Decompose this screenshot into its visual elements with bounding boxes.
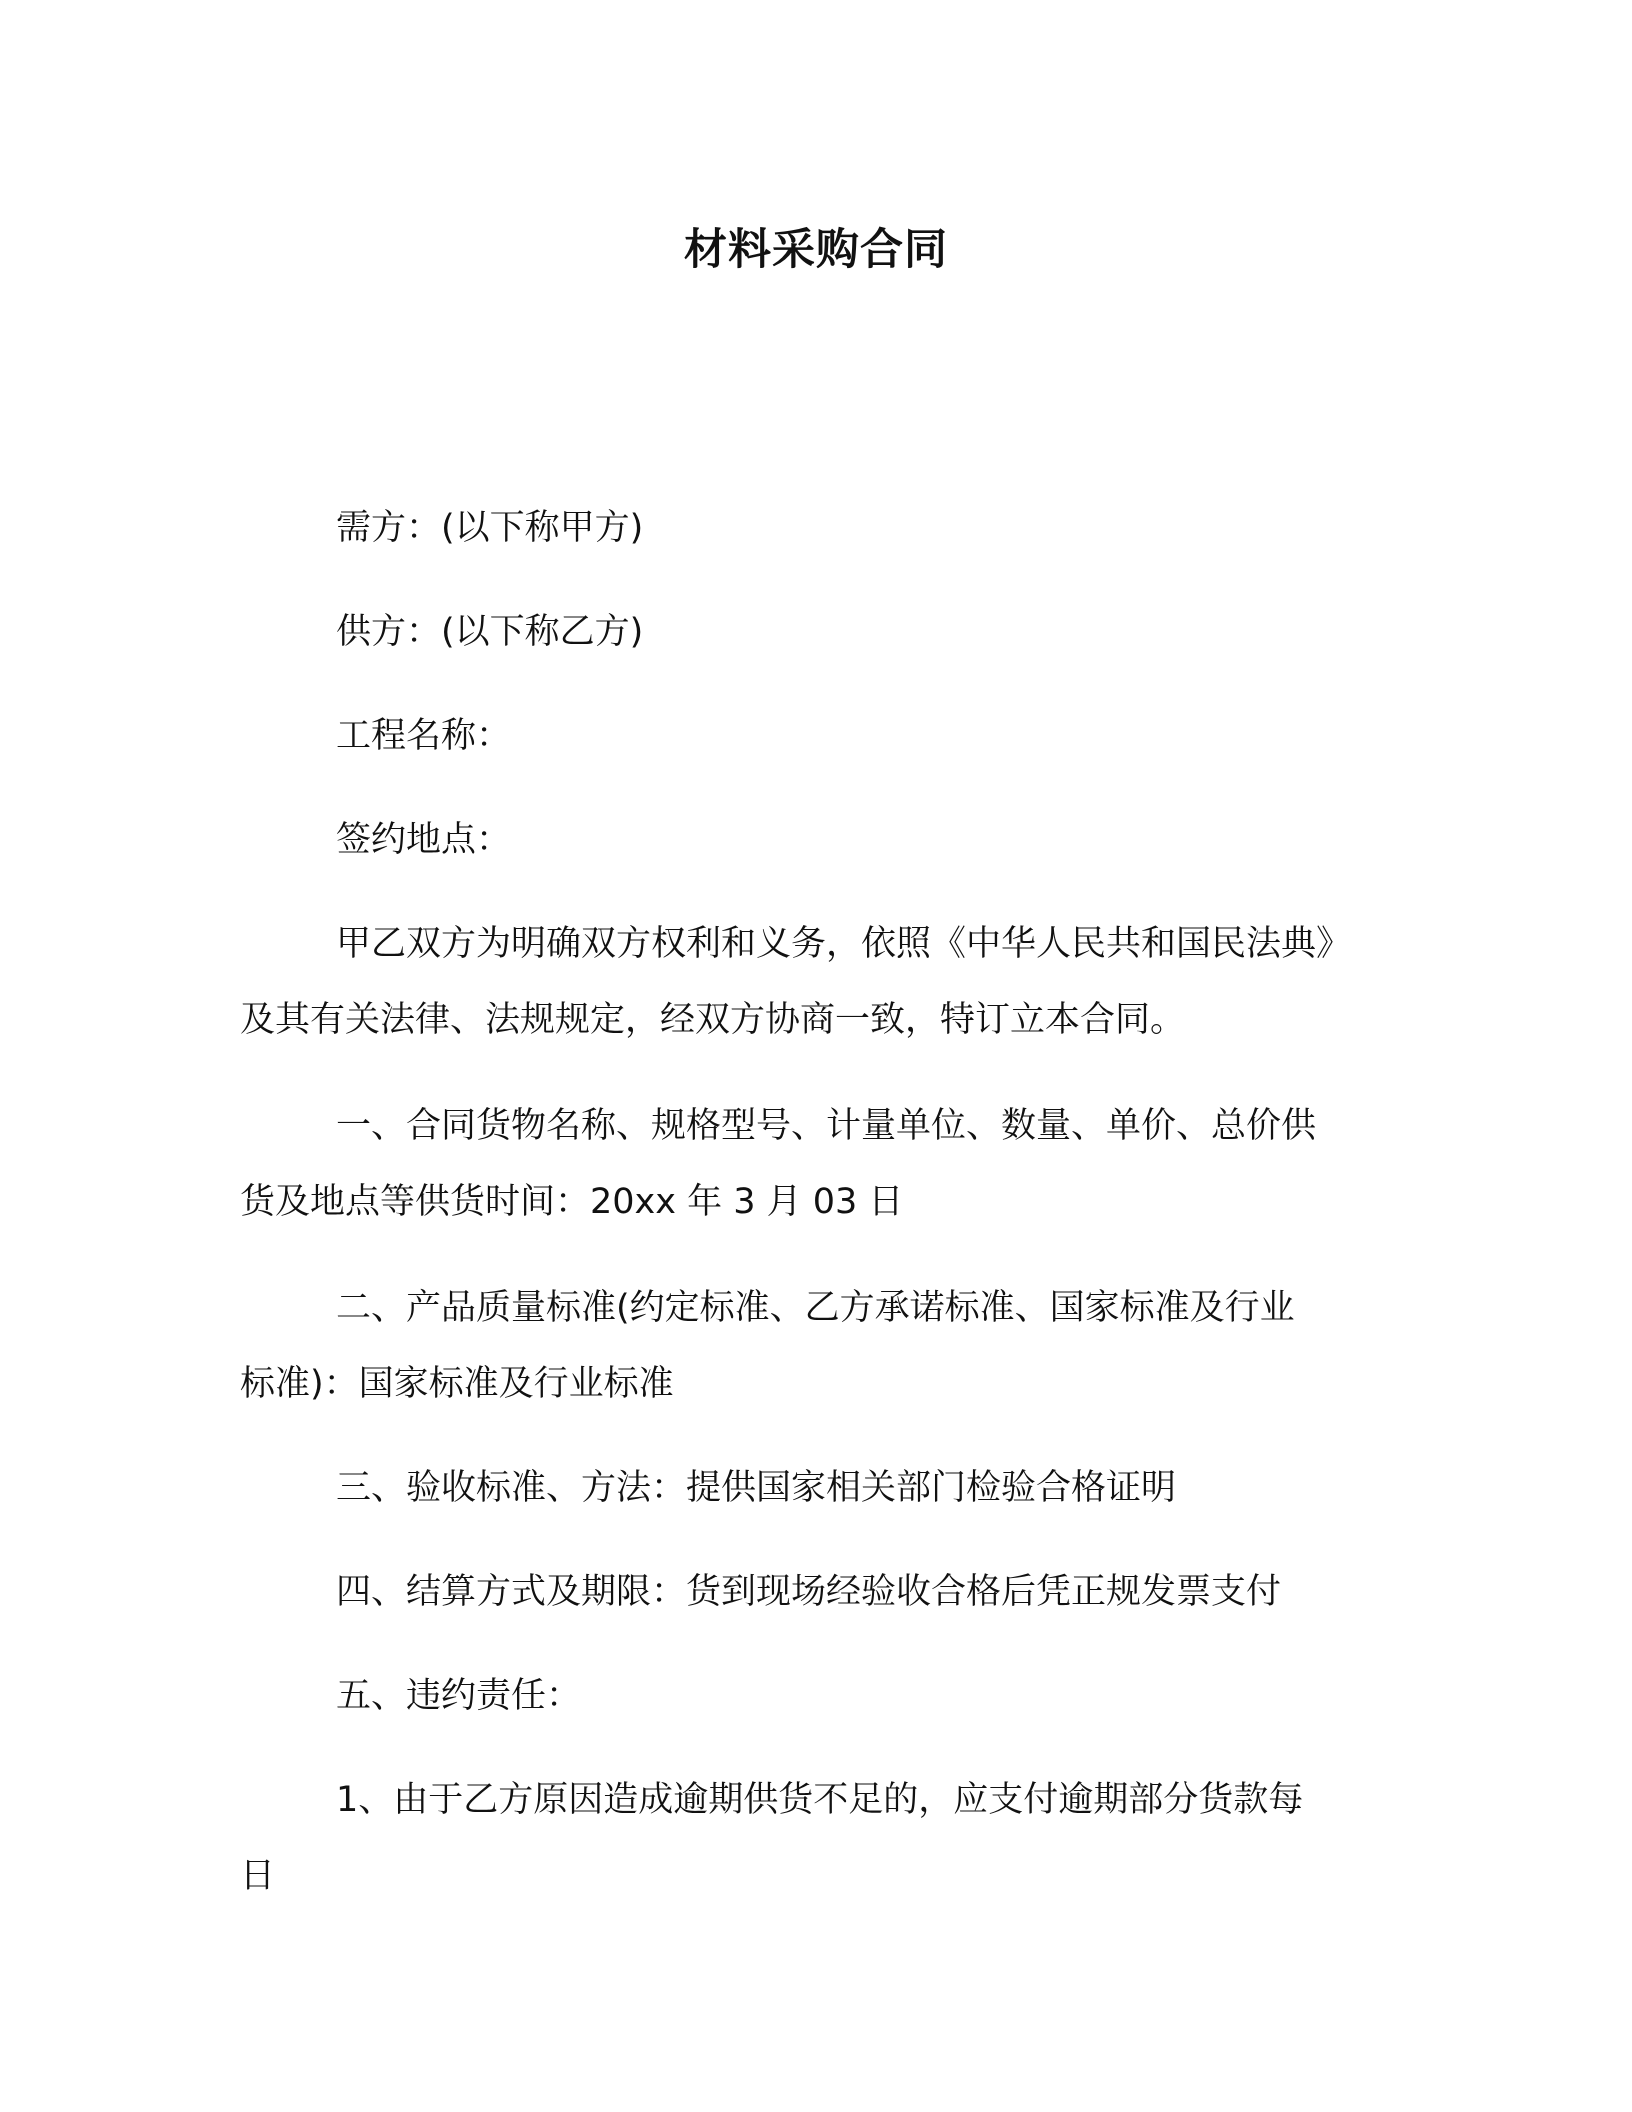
preamble-line-2: 及其有关法律、法规规定，经双方协商一致，特订立本合同。 xyxy=(240,1000,1186,1040)
clause-2-line-1: 二、产品质量标准(约定标准、乙方承诺标准、国家标准及行业 xyxy=(336,1288,1295,1328)
signing-place-line: 签约地点： xyxy=(336,820,512,860)
clause-2-line-2: 标准)：国家标准及行业标准 xyxy=(240,1364,674,1404)
clause-5-heading: 五、违约责任： xyxy=(336,1676,582,1716)
clause-1-line-1: 一、合同货物名称、规格型号、计量单位、数量、单价、总价供 xyxy=(336,1106,1317,1146)
clause-1-line-2: 货及地点等供货时间：20xx 年 3 月 03 日 xyxy=(240,1182,904,1222)
clause-4-line: 四、结算方式及期限：货到现场经验收合格后凭正规发票支付 xyxy=(336,1572,1282,1612)
preamble-line-1: 甲乙双方为明确双方权利和义务，依照《中华人民共和国民法典》 xyxy=(336,924,1352,964)
clause-5-item-1-line-1: 1、由于乙方原因造成逾期供货不足的，应支付逾期部分货款每 xyxy=(336,1780,1304,1820)
project-name-line: 工程名称： xyxy=(336,716,512,756)
clause-5-item-1-line-2: 日 xyxy=(240,1856,276,1896)
supply-party-line: 供方：(以下称乙方) xyxy=(336,612,644,652)
clause-3-line: 三、验收标准、方法：提供国家相关部门检验合格证明 xyxy=(336,1468,1177,1508)
demand-party-line: 需方：(以下称甲方) xyxy=(336,508,644,548)
document-title: 材料采购合同 xyxy=(684,225,948,275)
